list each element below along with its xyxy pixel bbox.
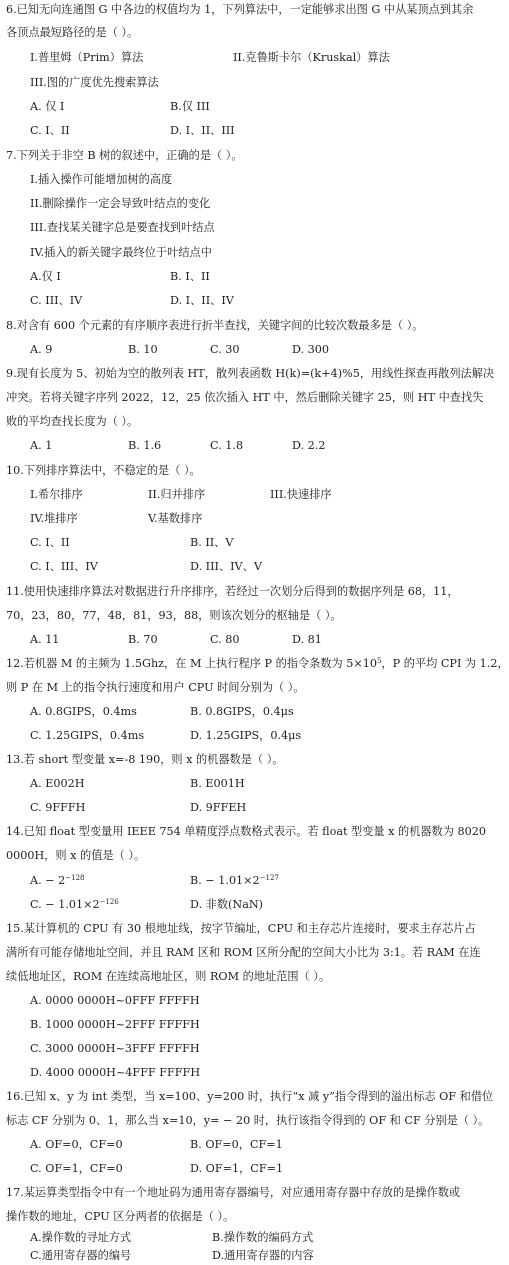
- q9-stem-line3: 败的平均查找长度为（ ）。: [6, 415, 139, 428]
- q10-statement-4: IV.堆排序: [30, 512, 78, 525]
- q15-option-d: D. 4000 0000H~4FFF FFFFH: [30, 1066, 201, 1079]
- q17-option-a: A.操作数的寻址方式: [30, 1231, 132, 1244]
- q7-statement-4: IV.插入的新关键字最终位于叶结点中: [30, 246, 212, 259]
- q10-option-c: C. I、III、IV: [30, 560, 98, 573]
- q10-statement-5: V.基数排序: [148, 512, 203, 525]
- q8-option-b: B. 10: [128, 343, 158, 356]
- q9-stem-line1: 9.现有长度为 5、初始为空的散列表 HT，散列表函数 H(k)=(k+4)%5，用线性探查再散列法解决: [6, 367, 495, 380]
- q8-stem-line1: 8.对含有 600 个元素的有序顺序表进行折半查找，关键字间的比较次数最多是（ ）。: [6, 319, 424, 332]
- q7-option-d: D. I、II、IV: [170, 294, 234, 307]
- q6-option-b: B.仅 III: [170, 100, 210, 113]
- q11-option-c: C. 80: [210, 633, 240, 646]
- q16-option-b: B. OF=0，CF=1: [190, 1138, 283, 1151]
- q6-statement-1: I.普里姆（Prim）算法: [30, 51, 144, 64]
- q14-option-d: D. 非数(NaN): [190, 898, 264, 911]
- q8-option-c: C. 30: [210, 343, 240, 356]
- q9-stem-line2: 冲突。若将关键字序列 2022，12，25 依次插入 HT 中，然后删除关键字 25，则 HT 中查找失: [6, 391, 484, 404]
- q7-option-c: C. III、IV: [30, 294, 83, 307]
- q10-option-d: D. III、IV、V: [190, 560, 262, 573]
- q14-option-c: C. − $1.01\times 2^{-126}$: [30, 898, 119, 911]
- q17-option-d: D.通用寄存器的内容: [212, 1249, 314, 1262]
- q10-option-a: C. I、II: [30, 536, 70, 549]
- q12-stem-line2: 则 P 在 M 上的指令执行速度和用户 CPU 时间分别为（ ）。: [6, 681, 305, 694]
- q15-stem-line3: 续低地址区，ROM 在连续高地址区，则 ROM 的地址范围（ ）。: [6, 970, 331, 983]
- q17-stem-line1: 17.某运算类型指令中有一个地址码为通用寄存器编号，对应通用寄存器中存放的是操作数或: [6, 1186, 461, 1199]
- q15-stem-line1: 15.某计算机的 CPU 有 30 根地址线，按字节编址，CPU 和主存芯片连接时，要求主存芯片占: [6, 922, 476, 935]
- q14-stem-line2: 0000H，则 x 的值是（ ）。: [6, 849, 146, 862]
- q10-statement-1: I.希尔排序: [30, 488, 83, 501]
- q9-option-c: C. 1.8: [210, 439, 244, 452]
- q13-option-b: B. E001H: [190, 777, 245, 790]
- q13-option-a: A. E002H: [30, 777, 85, 790]
- q17-option-b: B.操作数的编码方式: [212, 1231, 314, 1244]
- q13-option-c: C. 9FFFH: [30, 801, 86, 814]
- q11-option-d: D. 81: [292, 633, 322, 646]
- q6-statement-3: III.图的广度优先搜索算法: [30, 76, 159, 89]
- q7-option-a: A.仅 I: [30, 270, 61, 283]
- q6-stem-line2: 各顶点最短路径的是（ ）。: [6, 26, 139, 39]
- q7-option-b: B. I、II: [170, 270, 210, 283]
- q12-stem-line1: 12.若机器 M 的主频为 1.5Ghz，在 M 上执行程序 P 的指令条数为 $5\times 10^5$，P 的平均 CPI 为 1.2，: [6, 657, 509, 670]
- q10-stem-line1: 10.下列排序算法中，不稳定的是（ ）。: [6, 464, 201, 477]
- q15-option-c: C. 3000 0000H~3FFF FFFFH: [30, 1042, 200, 1055]
- q6-stem-line1: 6.已知无向连通图 G 中各边的权值均为 1，下列算法中，一定能够求出图 G 中从某顶点到其余: [6, 3, 474, 16]
- q15-option-b: B. 1000 0000H~2FFF FFFFH: [30, 1018, 200, 1031]
- q16-option-d: D. OF=1，CF=1: [190, 1162, 284, 1175]
- q16-option-a: A. OF=0，CF=0: [30, 1138, 123, 1151]
- q8-option-d: D. 300: [292, 343, 330, 356]
- q16-stem-line2: 标志 CF 分别为 0、1，那么当 x=10，y= − 20 时，执行该指令得到的 OF 和 CF 分别是（ ）。: [6, 1114, 490, 1127]
- q11-option-a: A. 11: [30, 633, 60, 646]
- q7-statement-1: I.插入操作可能增加树的高度: [30, 173, 173, 186]
- q15-stem-line2: 满所有可能存储地址空间，并且 RAM 区和 ROM 区所分配的空间大小比为 3:1。若 RAM 在连: [6, 946, 481, 959]
- q9-option-b: B. 1.6: [128, 439, 162, 452]
- q11-stem-line1: 11.使用快速排序算法对数据进行升序排序，若经过一次划分后得到的数据序列是 68，11，: [6, 585, 459, 598]
- q14-stem-line1: 14.已知 float 型变量用 IEEE 754 单精度浮点数格式表示。若 float 型变量 x 的机器数为 8020: [6, 825, 487, 838]
- q7-statement-3: III.查找某关键字总是要查找到叶结点: [30, 221, 215, 234]
- q10-statement-3: III.快速排序: [270, 488, 332, 501]
- q13-option-d: D. 9FFEH: [190, 801, 247, 814]
- q6-option-a: A. 仅 I: [30, 100, 65, 113]
- q12-option-a: A. 0.8GIPS，0.4ms: [30, 705, 137, 718]
- q12-option-c: C. 1.25GIPS，0.4ms: [30, 729, 145, 742]
- q16-stem-line1: 16.已知 x、y 为 int 类型，当 x=100、y=200 时，执行“x 减 y”指令得到的溢出标志 OF 和借位: [6, 1090, 494, 1103]
- q11-stem-line2: 70，23，80，77，48，81，93，88，则该次划分的枢轴是（ ）。: [6, 609, 342, 622]
- q14-option-a: A. − $2^{-128}$: [30, 874, 85, 887]
- q6-option-c: C. I、II: [30, 124, 70, 137]
- q6-option-d: D. I、II、III: [170, 124, 235, 137]
- q7-statement-2: II.删除操作一定会导致叶结点的变化: [30, 197, 211, 210]
- q15-option-a: A. 0000 0000H~0FFF FFFFH: [30, 994, 200, 1007]
- q11-option-b: B. 70: [128, 633, 158, 646]
- q12-option-b: B. 0.8GIPS，0.4μs: [190, 705, 294, 718]
- q14-option-b: B. − $1.01\times 2^{-127}$: [190, 874, 279, 887]
- q8-option-a: A. 9: [30, 343, 53, 356]
- q10-option-b: B. II、V: [190, 536, 234, 549]
- q16-option-c: C. OF=1，CF=0: [30, 1162, 123, 1175]
- q6-statement-2: II.克鲁斯卡尔（Kruskal）算法: [233, 51, 390, 64]
- q12-option-d: D. 1.25GIPS，0.4μs: [190, 729, 302, 742]
- q17-option-c: C.通用寄存器的编号: [30, 1249, 132, 1262]
- q9-option-d: D. 2.2: [292, 439, 326, 452]
- q7-stem-line1: 7.下列关于非空 B 树的叙述中，正确的是（ ）。: [6, 149, 243, 162]
- q9-option-a: A. 1: [30, 439, 53, 452]
- q17-stem-line2: 操作数的地址，CPU 区分两者的依据是（ ）。: [6, 1210, 235, 1223]
- q10-statement-2: II.归并排序: [148, 488, 206, 501]
- q13-stem-line1: 13.若 short 型变量 x=-8 190，则 x 的机器数是（ ）。: [6, 753, 284, 766]
